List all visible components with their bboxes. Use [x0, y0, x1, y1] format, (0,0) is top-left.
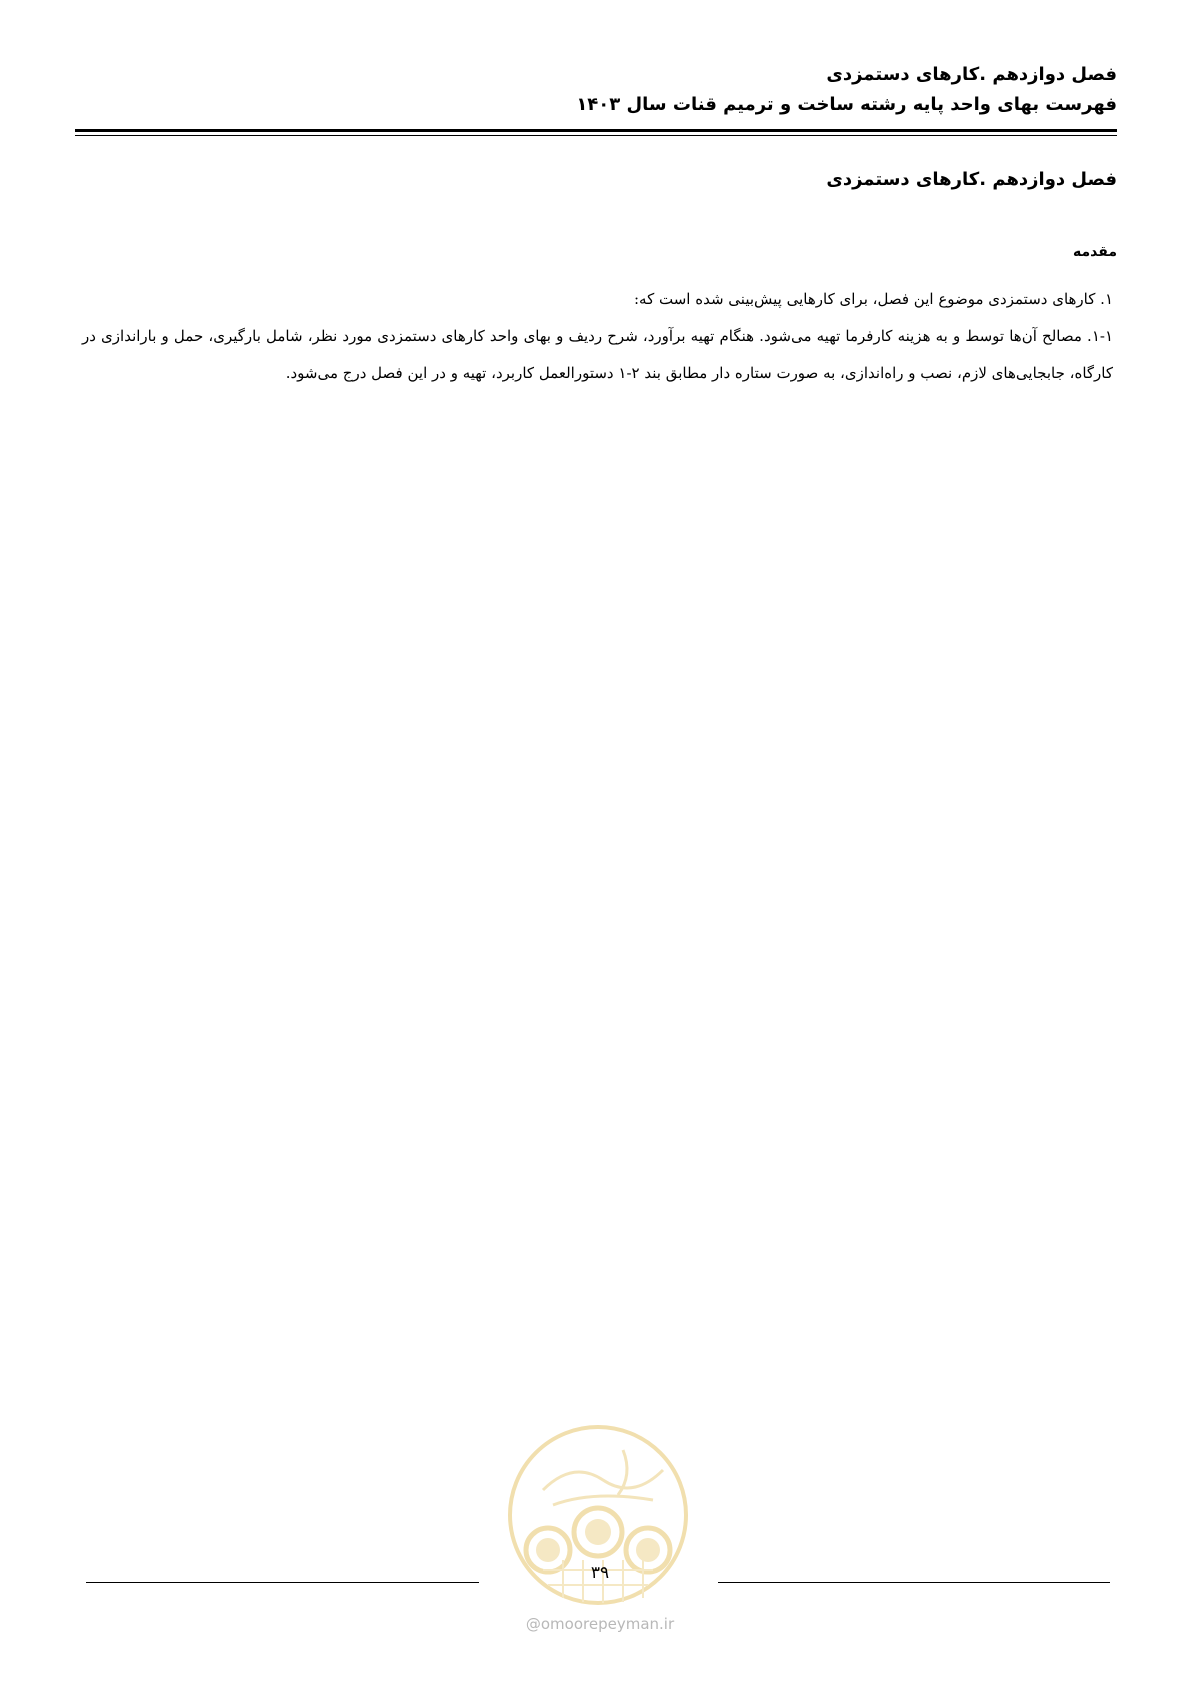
intro-paragraph-1: ۱. کارهای دستمزدی موضوع این فصل، برای کارهایی پیش‌بینی شده است که:	[634, 290, 1113, 308]
page-number: ۳۹	[590, 1563, 610, 1583]
footer-divider-left	[86, 1582, 479, 1583]
footer-url: @omoorepeyman.ir	[525, 1615, 675, 1633]
header-document-title: فهرست بهای واحد پایه رشته ساخت و ترمیم قنات سال ۱۴۰۳	[576, 94, 1117, 115]
header-divider-thin	[75, 135, 1117, 136]
page-header	[75, 60, 1117, 120]
intro-paragraph-2: ۱-۱. مصالح آن‌ها توسط و به هزینه کارفرما تهیه می‌شود. هنگام تهیه برآورد، شرح ردیف و بهای واحد کارهای دستمزدی مورد نظر، شامل بارگیری، حمل و باراندازی در کارگاه، جابجایی‌های لازم، نصب و راه‌اندازی، به صورت ستاره دار مطابق بند ۲-۱ دستورالعمل کاربرد، تهیه و در این فصل درج می‌شود.	[82, 327, 1113, 382]
header-chapter-title: فصل دوازدهم .کارهای دستمزدی	[826, 64, 1117, 85]
header-divider-thick	[75, 129, 1117, 132]
intro-body	[82, 281, 1113, 392]
section-title: فصل دوازدهم .کارهای دستمزدی	[826, 169, 1117, 190]
intro-heading: مقدمه	[1073, 244, 1117, 260]
footer-divider-right	[718, 1582, 1110, 1583]
